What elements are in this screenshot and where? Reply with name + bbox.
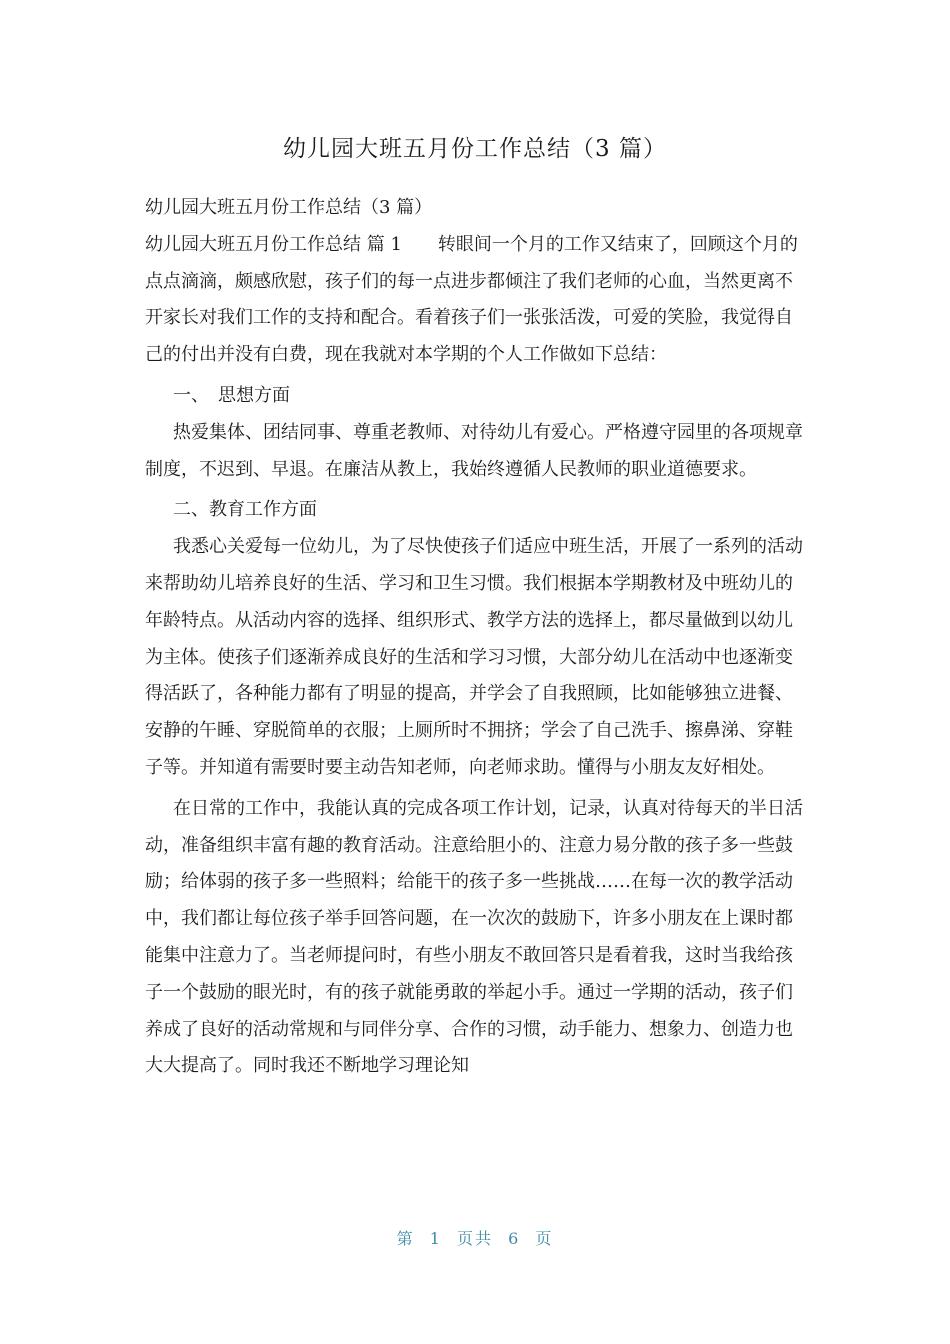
page-footer: [0, 1226, 950, 1249]
section1-heading: 一、 思想方面: [173, 384, 290, 406]
section2-heading: 二、教育工作方面: [173, 499, 317, 521]
footer-page-middle: 页共: [456, 1229, 493, 1248]
footer-page-suffix: 页: [535, 1229, 554, 1248]
section1-paragraph: 热爱集体、团结同事、尊重老教师、对待幼儿有爱心。严格遵守园里的各项规章制度，不迟到、早退。在廉洁从教上，我始终遵循人民教师的职业道德要求。: [145, 421, 803, 480]
footer-page-total: 6: [508, 1229, 521, 1248]
intro-paragraph: 幼儿园大班五月份工作总结 篇 1 转眼间一个月的工作又结束了，回顾这个月的点点滴滴，颇感欣慰，孩子们的每一点进步都倾注了我们老师的心血，当然更离不开家长对我们工作的支持和配合。看着孩子们一张张活泼，可爱的笑脸，我觉得自己的付出并没有白费，现在我就对本学期的个人工作做如下总结：: [145, 233, 798, 366]
document-title: 幼儿园大班五月份工作总结（3 篇）: [283, 136, 667, 162]
document-subtitle: 幼儿园大班五月份工作总结（3 篇）: [145, 197, 433, 218]
section2-paragraph: 我悉心关爱每一位幼儿，为了尽快使孩子们适应中班生活，开展了一系列的活动来帮助幼儿培养良好的生活、学习和卫生习惯。我们根据本学期教材及中班幼儿的年龄特点。从活动内容的选择、组织形式、教学方法的选择上，都尽量做到以幼儿为主体。使孩子们逐渐养成良好的生活和学习习惯，大部分幼儿在活动中也逐渐变得活跃了，各种能力都有了明显的提高，并学会了自我照顾，比如能够独立进餐、安静的午睡、穿脱简单的衣服；上厕所时不拥挤；学会了自己洗手、擦鼻涕、穿鞋子等。并知道有需要时要主动告知老师，向老师求助。懂得与小朋友友好相处。: [145, 536, 803, 778]
section2-paragraph-2: 在日常的工作中，我能认真的完成各项工作计划，记录，认真对待每天的半日活动，准备组织丰富有趣的教育活动。注意给胆小的、注意力易分散的孩子多一些鼓励；给体弱的孩子多一些照料；给能干的孩子多一些挑战……在每一次的教学活动中，我们都让每位孩子举手回答问题，在一次次的鼓励下，许多小朋友在上课时都能集中注意力了。当老师提问时，有些小朋友不敢回答只是看着我，这时当我给孩子一个鼓励的眼光时，有的孩子就能勇敢的举起小手。通过一学期的活动，孩子们养成了良好的活动常规和与同伴分享、合作的习惯，动手能力、想象力、创造力也大大提高了。同时我还不断地学习理论知: [145, 797, 803, 1077]
footer-page-prefix: 第: [396, 1229, 415, 1248]
document-body: [145, 190, 807, 1085]
footer-page-number: 1: [429, 1229, 442, 1248]
